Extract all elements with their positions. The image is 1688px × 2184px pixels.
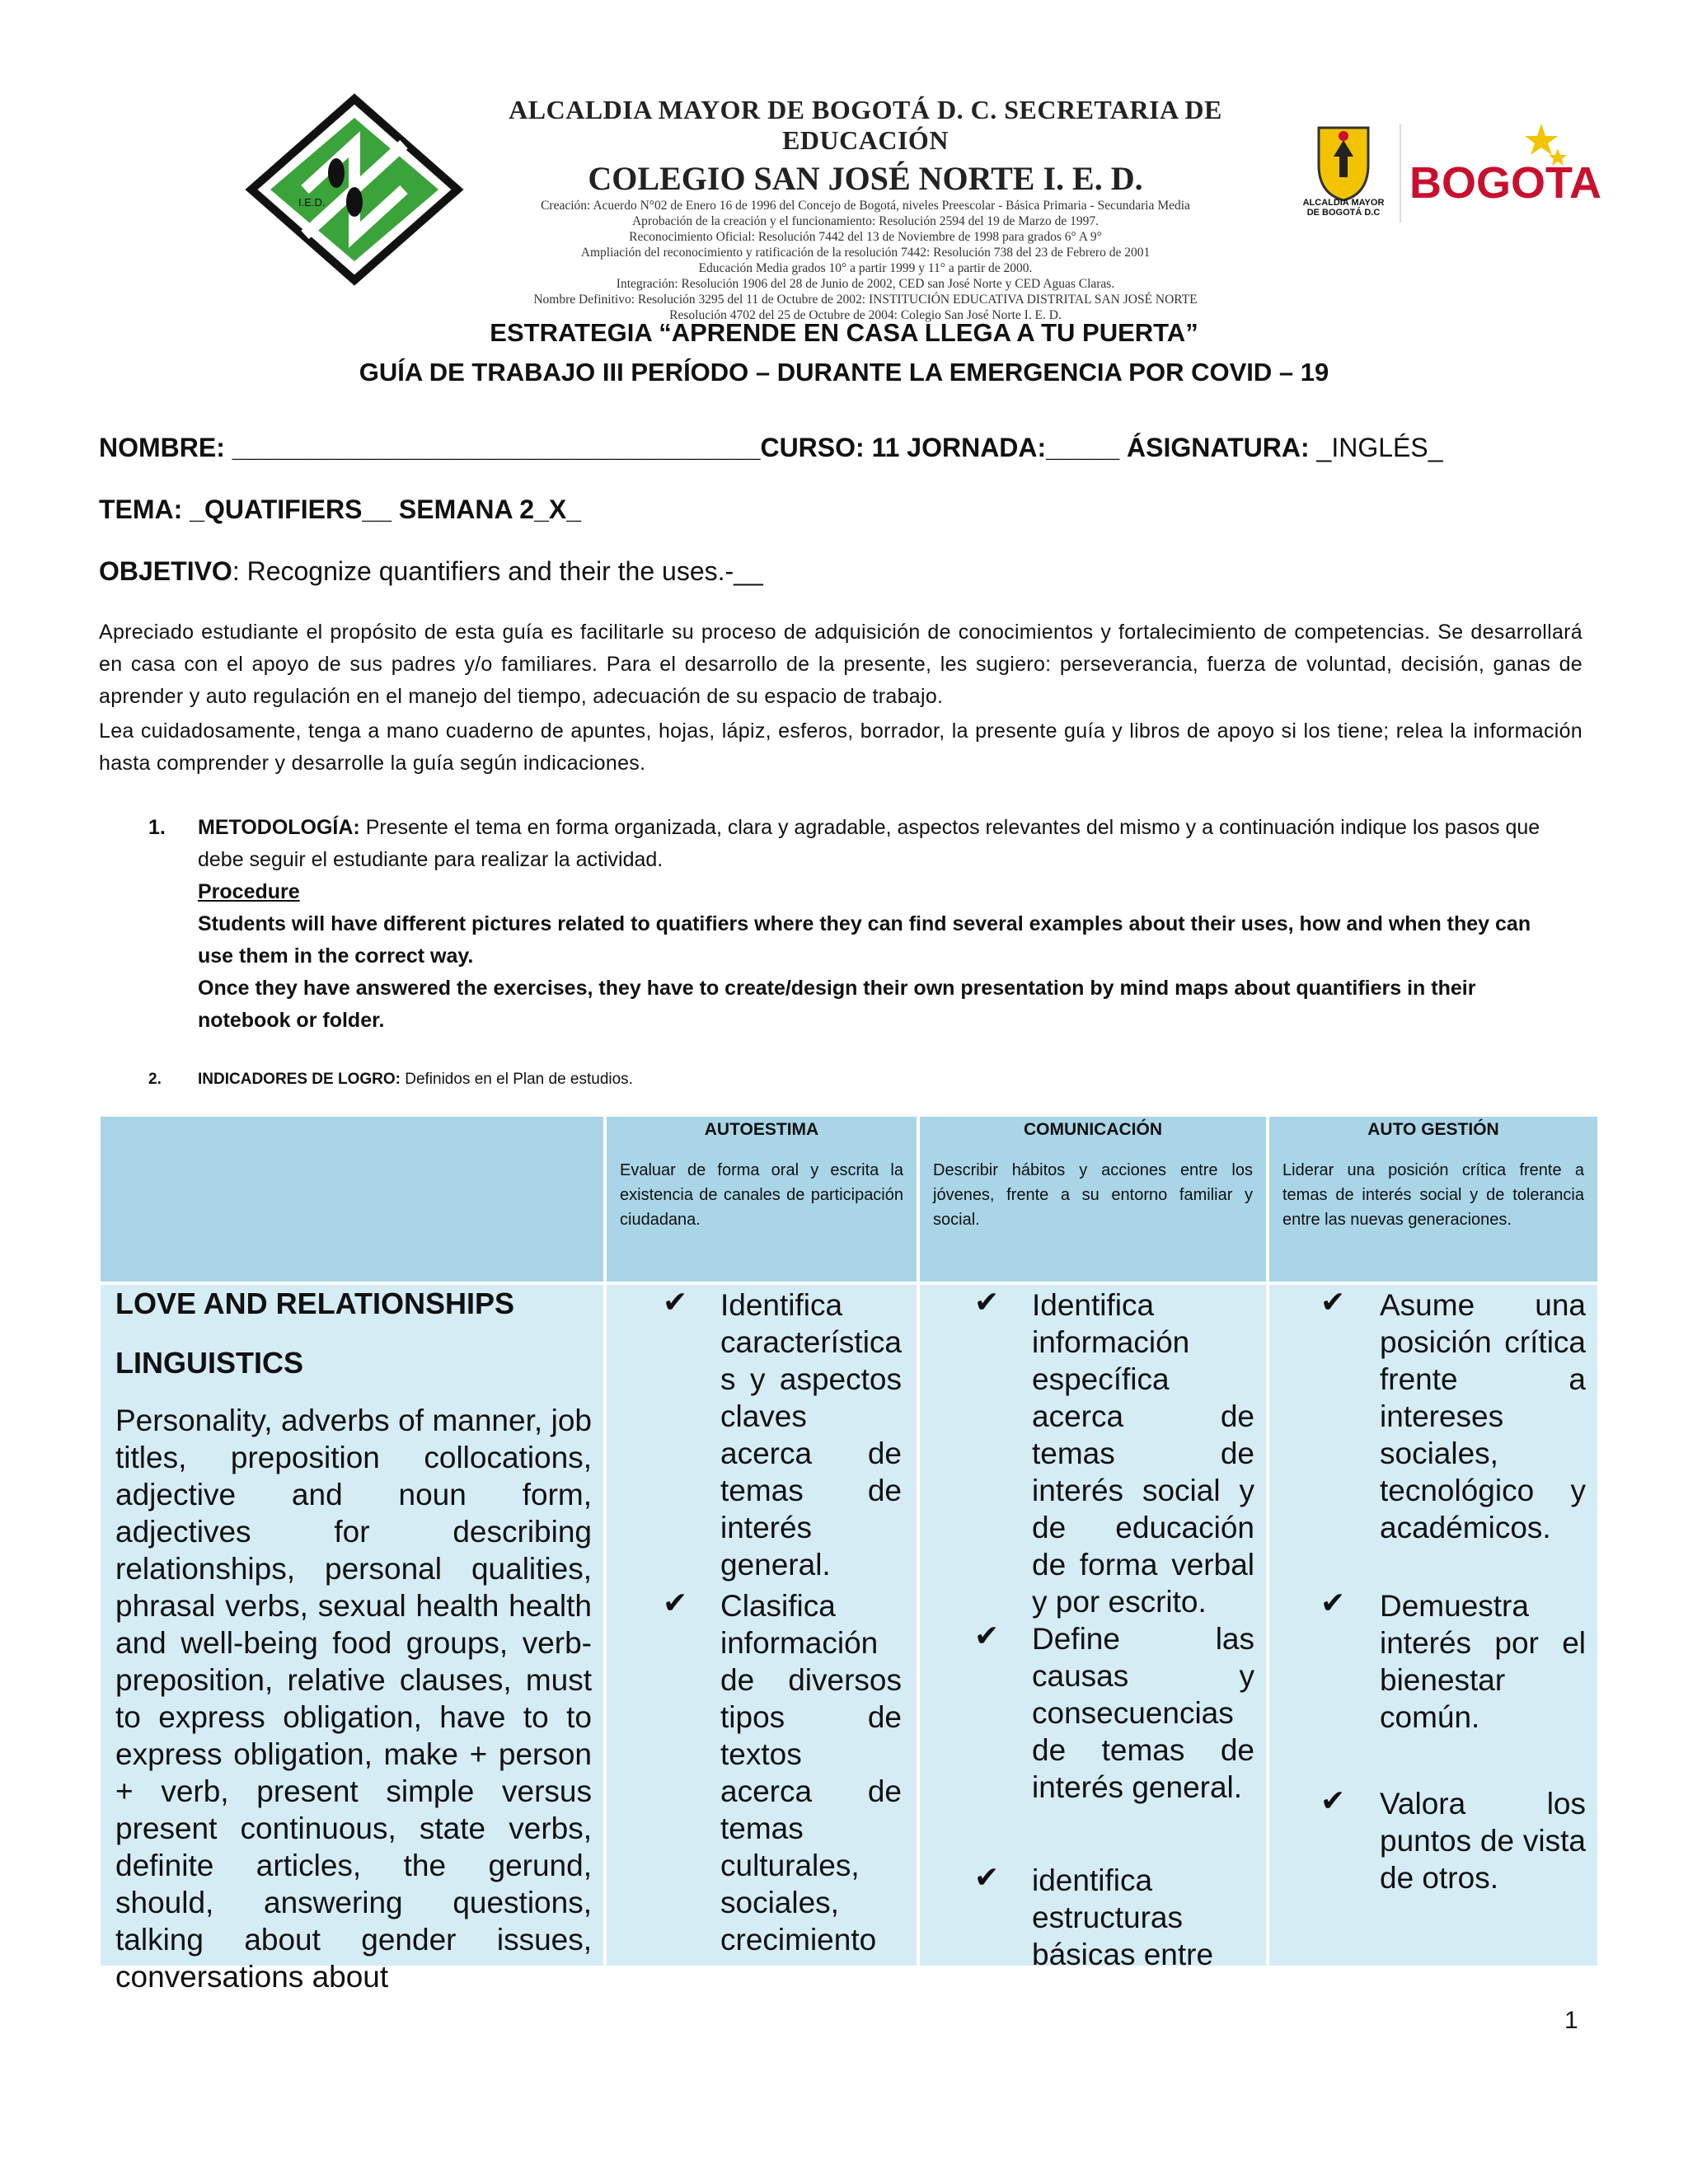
check-icon: ✔ bbox=[1320, 1783, 1346, 1817]
bogota-logo-text: BOGOTA bbox=[1409, 158, 1601, 208]
header-line-1: ALCALDIA MAYOR DE BOGOTÁ D. C. SECRETARIA DE EDUCACIÓN bbox=[509, 95, 1222, 155]
procedure-label: Procedure bbox=[198, 880, 300, 903]
header-small-4: Ampliación del reconocimiento y ratificación de la resolución 7442: Resolución 738 del 23 de Febrero de 2001 bbox=[580, 246, 1151, 260]
table-comunicacion-cell bbox=[920, 1285, 1266, 1971]
student-info-line bbox=[99, 433, 1443, 463]
header-small-6: Integración: Resolución 1906 del 28 de Junio de 2002, CED san José Norte y CED Aguas Claras. bbox=[616, 277, 1115, 291]
escudo-caption-1: ALCALDIA MAYOR bbox=[1302, 198, 1385, 208]
header-title: AUTO GESTIÓN bbox=[1367, 1120, 1499, 1139]
logo-text: I.E.D. bbox=[298, 196, 326, 209]
competency-table bbox=[101, 1117, 1597, 1994]
table-topic-cell bbox=[101, 1285, 603, 1994]
logo-divider bbox=[1400, 124, 1401, 223]
institution-header bbox=[462, 95, 1269, 323]
procedure-step-1: Students will have different pictures related to quatifiers where they can find several examples about their uses, how and when they can use them in the correct way. bbox=[198, 912, 1531, 968]
indicators-body bbox=[198, 1063, 1558, 1095]
table-header-blank bbox=[101, 1117, 603, 1282]
table-header-comunicacion bbox=[920, 1117, 1266, 1282]
page-number: 1 bbox=[1564, 2007, 1578, 2034]
table-header-autogestion bbox=[1269, 1117, 1597, 1282]
nombre-blank: : ____________________________________CURSO: 11 bbox=[216, 433, 907, 462]
header-small-7: Nombre Definitivo: Resolución 3295 del 11 de Octubre de 2002: INSTITUCIÓN EDUCATIVA DISTRITAL SAN JOSÉ NORTE bbox=[533, 293, 1198, 307]
escudo-caption-2: DE BOGOTÁ D.C bbox=[1306, 208, 1381, 218]
indicator-text: Identifica información específica acerca de temas de interés social y de educación de forma verbal y por escrito. bbox=[1032, 1288, 1254, 1619]
bogota-logo bbox=[1409, 115, 1601, 223]
indicator-text: Demuestra interés por el bienestar común. bbox=[1380, 1589, 1586, 1734]
table-autogestion-cell bbox=[1269, 1285, 1597, 1966]
objetivo-line bbox=[99, 556, 763, 587]
check-icon: ✔ bbox=[974, 1619, 1000, 1652]
indicator-text: Define las causas y consecuencias de temas de interés general. bbox=[1032, 1622, 1254, 1804]
methodology-text: Presente el tema en forma organizada, clara y agradable, aspectos relevantes del mismo y a continuación indique los pasos que debe seguir el estudiante para realizar la actividad. bbox=[198, 816, 1540, 871]
header-desc: Evaluar de forma oral y escrita la existencia de canales de participación ciudadana. bbox=[620, 1161, 903, 1229]
table-autoestima-cell bbox=[607, 1285, 917, 1966]
procedure-step-2: Once they have answered the exercises, they have to create/design their own presentation by mind maps about quantifiers in their notebook or folder. bbox=[198, 977, 1476, 1032]
check-icon: ✔ bbox=[663, 1586, 688, 1619]
table-header-autoestima bbox=[607, 1117, 917, 1282]
escudo-caption bbox=[1294, 198, 1393, 218]
jornada-blank: _____ bbox=[1046, 433, 1128, 462]
indicator-text: Valora los puntos de vista de otros. bbox=[1380, 1787, 1586, 1895]
nombre-label: NOMBRE bbox=[99, 433, 217, 462]
jornada-label: JORNADA: bbox=[907, 433, 1047, 462]
header-desc: Liderar una posición crítica frente a temas de interés social y de tolerancia entre las nuevas generaciones. bbox=[1282, 1161, 1584, 1229]
header-desc: Describir hábitos y acciones entre los jóvenes, frente a su entorno familiar y social. bbox=[933, 1161, 1253, 1229]
guide-title-2: GUÍA DE TRABAJO III PERÍODO – DURANTE LA EMERGENCIA POR COVID – 19 bbox=[359, 358, 1329, 387]
indicator-text: Clasifica información de diversos tipos de textos acerca de temas culturales, sociales, crecimiento bbox=[720, 1589, 902, 1957]
indicators-label: INDICADORES DE LOGRO: bbox=[198, 1071, 401, 1088]
methodology-number: 1. bbox=[148, 816, 166, 839]
check-icon: ✔ bbox=[974, 1860, 1000, 1894]
asignatura-label: ÁSIGNATURA: bbox=[1127, 433, 1317, 462]
tema-line bbox=[99, 494, 581, 525]
header-small-5: Educación Media grados 10° a partir 1999 y 11° a partir de 2000. bbox=[698, 261, 1033, 275]
check-icon: ✔ bbox=[974, 1285, 1000, 1319]
check-icon: ✔ bbox=[663, 1285, 688, 1319]
header-line-2: COLEGIO SAN JOSÉ NORTE I. E. D. bbox=[588, 160, 1143, 197]
topic-text: Personality, adverbs of manner, job titles, preposition collocations, adjective and noun form, adjectives for describing relationships, personal qualities, phrasal verbs, sexual health health and well-being food groups, verb-preposition, relative clauses, must to express obligation, have to to express obligation, make + person + verb, present simple versus present continuous, state verbs, definite articles, the gerund, should, answering questions, talking about gender issues, conversations about bbox=[115, 1404, 592, 1994]
topic-title: LOVE AND RELATIONSHIPS bbox=[115, 1286, 515, 1320]
topic-subtitle: LINGUISTICS bbox=[115, 1346, 304, 1380]
indicators-number: 2. bbox=[148, 1071, 162, 1088]
asignatura-value: _INGLÉS_ bbox=[1316, 433, 1443, 462]
header-title: AUTOESTIMA bbox=[704, 1120, 819, 1139]
indicator-text: Asume una posición crítica frente a intereses sociales, tecnológico y académicos. bbox=[1380, 1288, 1586, 1544]
check-icon: ✔ bbox=[1320, 1285, 1346, 1319]
objetivo-label: OBJETIVO bbox=[99, 556, 232, 586]
header-title: COMUNICACIÓN bbox=[1024, 1120, 1162, 1139]
check-icon: ✔ bbox=[1320, 1586, 1346, 1619]
methodology-body bbox=[198, 812, 1558, 1037]
header-small-3: Reconocimiento Oficial: Resolución 7442 del 13 de Noviembre de 1998 para grados 6° A 9° bbox=[629, 230, 1102, 244]
header-small-8: Resolución 4702 del 25 de Octubre de 2004: Colegio San José Norte I. E. D. bbox=[669, 308, 1062, 322]
methodology-label: METODOLOGÍA: bbox=[198, 816, 360, 839]
guide-title-1: ESTRATEGIA “APRENDE EN CASA LLEGA A TU PUERTA” bbox=[490, 318, 1198, 347]
intro-paragraph-2: Lea cuidadosamente, tenga a mano cuaderno de apuntes, hojas, lápiz, esferos, borrador, la presente guía y libros de apoyo si los tiene; relea la información hasta comprender y desarrolle la guía según indicaciones. bbox=[99, 719, 1582, 775]
header-small-1: Creación: Acuerdo N°02 de Enero 16 de 1996 del Concejo de Bogotá, niveles Preescolar - Básica Primaria - Secundaria Media bbox=[541, 199, 1190, 213]
header-small-2: Aprobación de la creación y el funcionamiento: Resolución 2594 del 19 de Marzo de 1997. bbox=[631, 214, 1099, 228]
objetivo-value: : Recognize quantifiers and their the uses.-__ bbox=[232, 556, 763, 586]
school-logo bbox=[247, 95, 462, 284]
indicator-text: identifica estructuras básicas entre bbox=[1032, 1863, 1214, 1971]
indicator-text: Identifica característica s y aspectos claves acerca de temas de interés general. bbox=[720, 1288, 903, 1582]
intro-paragraph-1: Apreciado estudiante el propósito de esta guía es facilitarle su proceso de adquisición de conocimientos y fortalecimiento de competencias. Se desarrollará en casa con el apoyo de sus padres y/o familiares. Para el desarrollo de la presente, les sugiero: perseverancia, fuerza de voluntad, decisión, ganas de aprender y auto regulación en el manejo del tiempo, adecuación de su espacio de trabajo. bbox=[99, 621, 1582, 708]
indicators-text: Definidos en el Plan de estudios. bbox=[400, 1071, 633, 1088]
tema-label: TEMA: _QUATIFIERS__ SEMANA 2_X_ bbox=[99, 494, 581, 524]
